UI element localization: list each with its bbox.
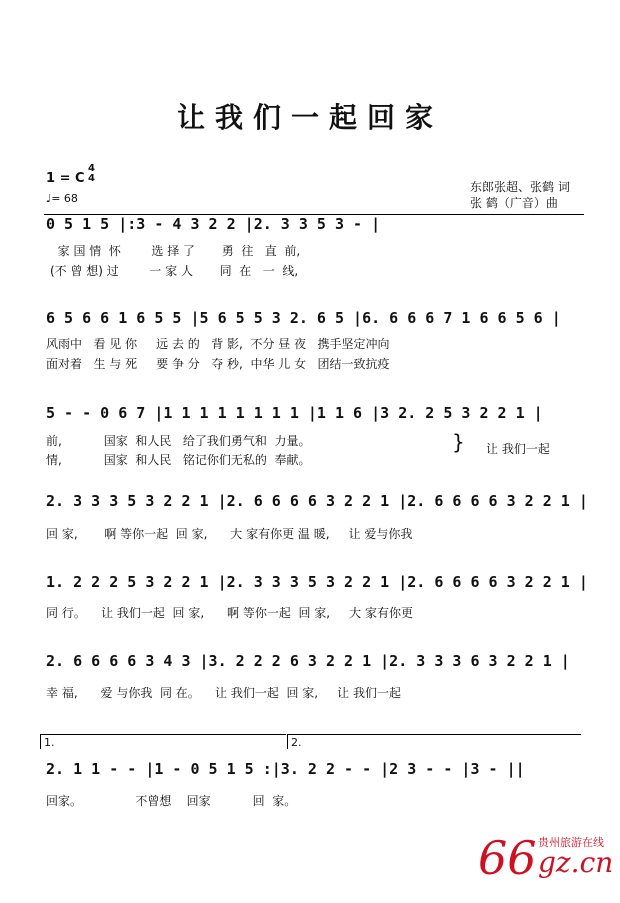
lyric-row-5: 同 行。 让 我们一起 回 家, 啊 等你一起 回 家, 大 家有你更 — [46, 606, 413, 620]
lyric-row-1a: 家 国 情 怀 选 择 了 勇 往 直 前, — [50, 244, 301, 258]
notation-row-5: 1. 2 2 2 5 3 2 2 1 |2. 3 3 3 5 3 2 2 1 |2. 6 6 6 6 3 2 2 1 | — [46, 573, 588, 591]
time-signature — [88, 164, 95, 184]
volta-bracket-2 — [287, 734, 581, 749]
lyric-row-4: 回 家, 啊 等你一起 回 家, 大 家有你更 温 暖, 让 爱与你我 — [46, 527, 413, 541]
time-bottom: 4 — [88, 173, 95, 184]
lyric-row-7: 回家。 不曾想 回家 回 家。 — [46, 794, 297, 808]
watermark-domain: gz.cn — [538, 846, 614, 879]
lyric-row-6: 幸 福, 爱 与你我 同 在。 让 我们一起 回 家, 让 我们一起 — [46, 686, 401, 700]
tempo-marking: ♩= 68 — [46, 192, 78, 205]
notation-row-7: 2. 1 1 - - |1 - 0 5 1 5 :|3. 2 2 - - |2 3 - - |3 - || — [46, 760, 525, 778]
lyric-row-3b: 情, 国家 和人民 铭记你们无私的 奉献。 — [46, 453, 311, 467]
notation-row-2: 6 5 6 6 1 6 5 5 |5 6 5 5 3 2. 6 5 |6. 6 6 6 7 1 6 6 5 6 | — [46, 309, 561, 327]
key-signature: 1 = C — [46, 171, 85, 186]
time-top: 4 — [88, 163, 95, 174]
lyricist-credit: 东郎张超、张鹤 词 — [470, 180, 570, 194]
lyric-row-2b: 面对着 生 与 死 要 争 分 夺 秒, 中华 儿 女 团结一致抗疫 — [46, 357, 390, 371]
side-lyric: 让 我们一起 — [486, 442, 550, 456]
volta-label-2: 2. — [291, 736, 302, 749]
notation-row-6: 2. 6 6 6 6 3 4 3 |3. 2 2 2 6 3 2 2 1 |2. 3 3 3 6 3 2 2 1 | — [46, 652, 570, 670]
notation-row-4: 2. 3 3 3 5 3 2 2 1 |2. 6 6 6 6 3 2 2 1 |2. 6 6 6 6 3 2 2 1 | — [46, 492, 588, 510]
volta-label-1: 1. — [44, 736, 55, 749]
notation-row-1: 0 5 1 5 |:3 - 4 3 2 2 |2. 3 3 5 3 - | — [46, 215, 381, 233]
composer-credit: 张 鹤（广音）曲 — [470, 196, 558, 210]
volta-bracket-1 — [40, 734, 286, 749]
brace-symbol: } — [452, 430, 465, 454]
lyric-row-1b: (不 曾 想) 过 一 家 人 同 在 一 线, — [50, 264, 299, 278]
lyric-row-3a: 前, 国家 和人民 给了我们勇气和 力量。 — [46, 434, 311, 448]
song-title: 让我们一起回家 — [176, 101, 443, 134]
watermark-site-name: 贵州旅游在线 — [538, 836, 604, 849]
notation-row-3: 5 - - 0 6 7 |1 1 1 1 1 1 1 1 |1 1 6 |3 2. 2 5 3 2 2 1 | — [46, 404, 543, 422]
lyric-row-2a: 风雨中 看 见 你 远 去 的 背 影, 不分 昼 夜 携手坚定冲向 — [46, 337, 390, 351]
watermark-number: 66 — [478, 831, 537, 885]
